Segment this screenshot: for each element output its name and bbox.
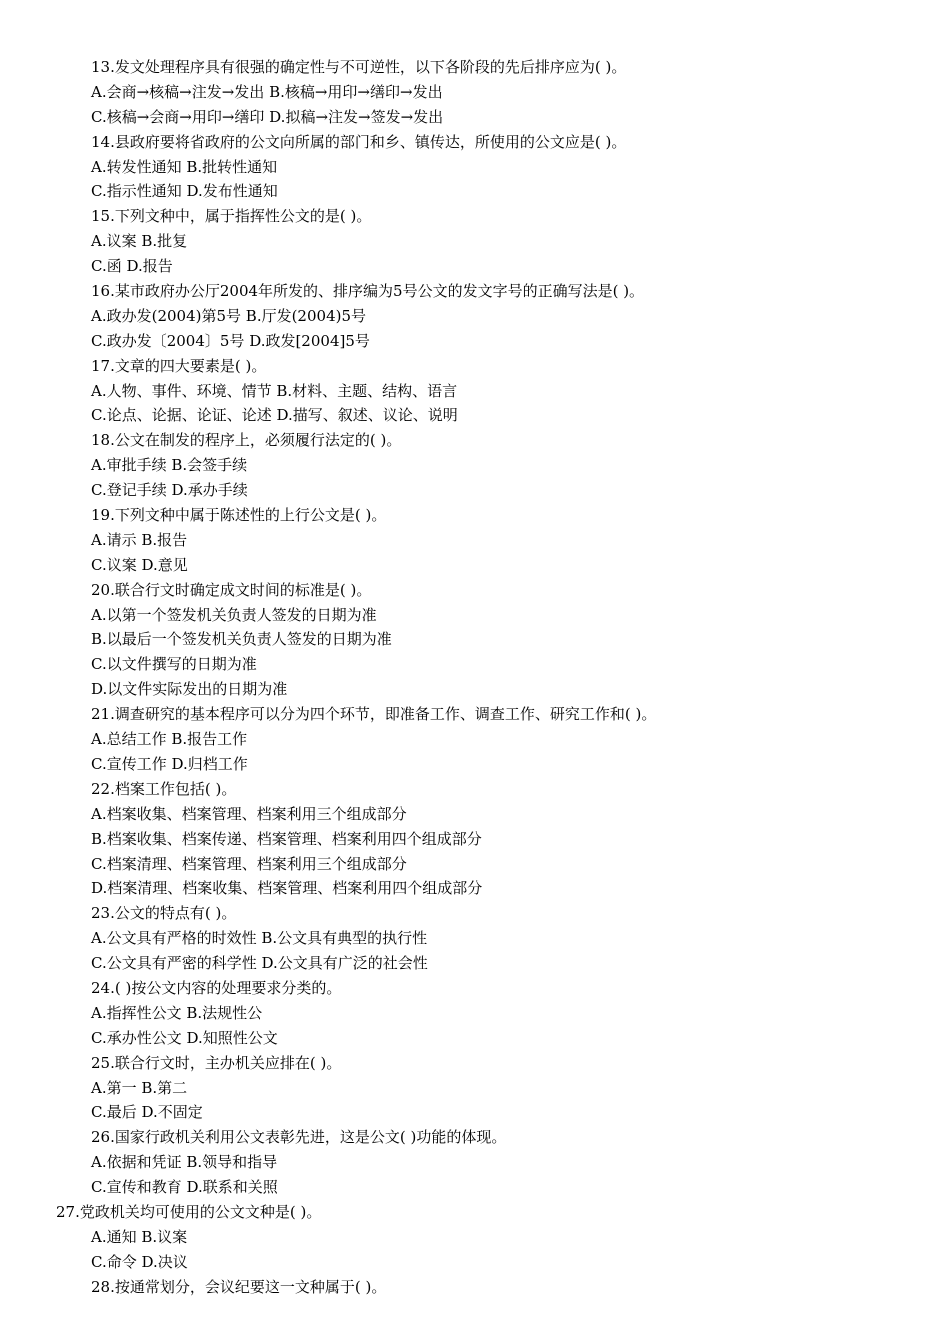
text-line: C.承办性公文 D.知照性公文	[91, 1028, 278, 1047]
text-line: A.以第一个签发机关负责人签发的日期为准	[91, 605, 377, 624]
text-line: A.依据和凭证 B.领导和指导	[91, 1153, 278, 1172]
text-line: A.档案收集、档案管理、档案利用三个组成部分	[91, 804, 407, 823]
text-line: C.宣传和教育 D.联系和关照	[91, 1178, 278, 1197]
text-line: A.政办发(2004)第5号 B.厅发(2004)5号	[91, 306, 367, 325]
text-line: 26.国家行政机关利用公文表彰先进，这是公文( )功能的体现。	[91, 1128, 507, 1147]
text-line: C.指示性通知 D.发布性通知	[91, 182, 278, 201]
text-line: D.以文件实际发出的日期为准	[91, 680, 288, 699]
text-line: B.档案收集、档案传递、档案管理、档案利用四个组成部分	[91, 829, 482, 848]
text-line: C.以文件撰写的日期为准	[91, 655, 257, 674]
text-line: C.论点、论据、论证、论述 D.描写、叙述、议论、说明	[91, 406, 458, 425]
text-line: A.公文具有严格的时效性 B.公文具有典型的执行性	[91, 929, 428, 948]
text-line: A.指挥性公文 B.法规性公	[91, 1003, 263, 1022]
text-line: A.通知 B.议案	[91, 1227, 188, 1246]
text-line: 20.联合行文时确定成文时间的标准是( )。	[91, 580, 372, 599]
text-line: C.宣传工作 D.归档工作	[91, 754, 248, 773]
question-text-block	[0, 55, 950, 1300]
text-line: B.以最后一个签发机关负责人签发的日期为准	[91, 630, 392, 649]
text-line: C.政办发〔2004〕5号 D.政发[2004]5号	[91, 331, 370, 350]
text-line: 18.公文在制发的程序上，必须履行法定的( )。	[91, 431, 402, 450]
text-line: A.议案 B.批复	[91, 232, 188, 251]
text-line: 27.党政机关均可使用的公文文种是( )。	[56, 1202, 322, 1221]
text-line: A.转发性通知 B.批转性通知	[91, 157, 278, 176]
text-line: 16.某市政府办公厅2004年所发的、排序编为5号公文的发文字号的正确写法是( )。	[91, 282, 645, 301]
text-line: C.核稿→会商→用印→缮印 D.拟稿→注发→签发→发出	[91, 107, 444, 126]
text-line: 22.档案工作包括( )。	[91, 779, 237, 798]
text-line: D.档案清理、档案收集、档案管理、档案利用四个组成部分	[91, 879, 483, 898]
text-line: C.档案清理、档案管理、档案利用三个组成部分	[91, 854, 407, 873]
text-line: 14.县政府要将省政府的公文向所属的部门和乡、镇传达，所使用的公文应是( )。	[91, 132, 627, 151]
text-line: C.函 D.报告	[91, 257, 173, 276]
text-line: C.议案 D.意见	[91, 555, 188, 574]
text-line: A.第一 B.第二	[91, 1078, 188, 1097]
text-line: C.命令 D.决议	[91, 1252, 188, 1271]
text-line: 21.调查研究的基本程序可以分为四个环节，即准备工作、调查工作、研究工作和( )。	[91, 705, 657, 724]
text-line: 13.发文处理程序具有很强的确定性与不可逆性，以下各阶段的先后排序应为( )。	[91, 58, 627, 76]
text-line: A.请示 B.报告	[91, 530, 188, 549]
text-line: 17.文章的四大要素是( )。	[91, 356, 267, 375]
text-line: A.总结工作 B.报告工作	[91, 730, 248, 749]
text-line: 24.( )按公文内容的处理要求分类的。	[91, 978, 342, 997]
text-line: A.会商→核稿→注发→发出 B.核稿→用印→缮印→发出	[91, 82, 443, 101]
text-line: C.公文具有严密的科学性 D.公文具有广泛的社会性	[91, 954, 428, 973]
text-line: A.人物、事件、环境、情节 B.材料、主题、结构、语言	[91, 381, 458, 400]
text-line: C.登记手续 D.承办手续	[91, 481, 248, 500]
text-line: A.审批手续 B.会签手续	[91, 456, 248, 475]
text-line: C.最后 D.不固定	[91, 1103, 203, 1122]
text-line: 25.联合行文时，主办机关应排在( )。	[91, 1053, 342, 1072]
text-line: 23.公文的特点有( )。	[91, 904, 237, 923]
text-line: 19.下列文种中属于陈述性的上行公文是( )。	[91, 506, 387, 525]
text-line: 15.下列文种中，属于指挥性公文的是( )。	[91, 207, 372, 226]
text-line: 28.按通常划分，会议纪要这一文种属于( )。	[91, 1277, 387, 1296]
